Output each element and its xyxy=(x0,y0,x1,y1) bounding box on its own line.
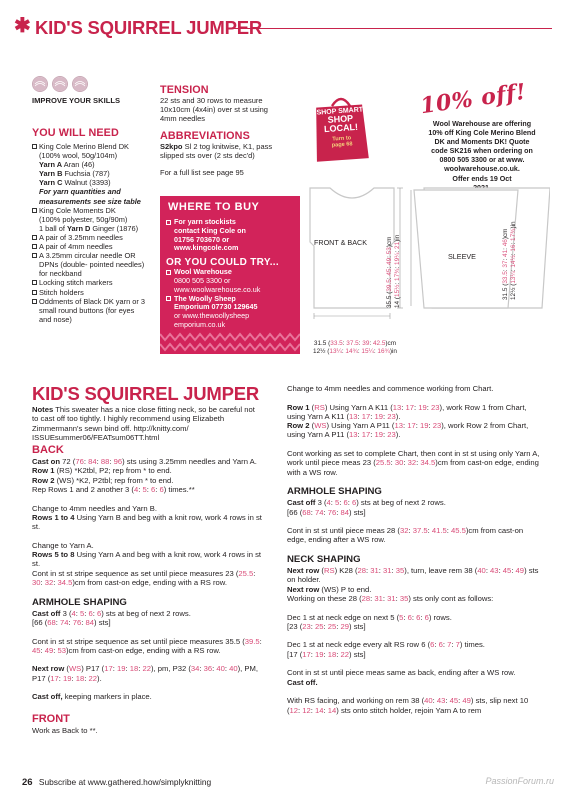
checkbox-icon xyxy=(32,244,37,249)
instruction-line: [66 (68: 74: 76: 84) sts] xyxy=(287,507,366,517)
instruction-line: Cont in st st until piece meas same as back, ending after a WS row. xyxy=(287,668,516,678)
instruction-line: Cast off 3 (4: 5: 6: 6) sts at beg of next 2 rows. xyxy=(287,498,446,508)
checkbox-icon xyxy=(166,220,171,225)
or-you-could-try-heading: OR YOU COULD TRY... xyxy=(166,257,279,269)
tension-line: 4mm needles xyxy=(160,114,206,124)
tension-line: 22 sts and 30 rows to measure xyxy=(160,96,263,105)
abbreviations-heading: ABBREVIATIONS xyxy=(160,129,250,142)
back-heading: BACK xyxy=(32,444,64,457)
sleeve-length-measure: 31.5 (33.5: 37: 41: 46)cm 12½ (13¼: 14½: 16: 17¾)in xyxy=(502,221,517,300)
instruction-line: Cont working as set to complete Chart, then cont in st st using only Yarn A, work until piece meas 23 (25.5: 30: 32: 34.5)cm from cast-on edge, ending with a WS row. xyxy=(287,449,540,477)
pattern-column-left xyxy=(32,384,262,735)
subscribe-link[interactable]: Subscribe at www.gathered.how/simplyknitting xyxy=(38,777,212,787)
where-to-buy-heading: WHERE TO BUY xyxy=(160,196,300,216)
instruction-line: Next row (WS) P17 (17: 19: 18: 22), pm, P32 (34: 36: 40: 40), PM, P17 (17: 19: 18: 22). xyxy=(32,664,259,683)
asterisk-icon: ✱ xyxy=(14,15,31,37)
offer-text: Wool Warehouse are offering 10% off King Cole Merino Blend DK and Moments DK! Quote code SK216 when ordering on 0800 505 3300 or at www. woolwarehouse.co.uk. Offer ends 19 Oct xyxy=(428,120,536,183)
tension-block xyxy=(160,84,300,177)
shop-entry-wool-warehouse: Wool Warehouse 0800 505 3300 or www.woolwarehouse.co.uk xyxy=(166,268,294,294)
page-header xyxy=(0,14,566,40)
skill-level-icon xyxy=(52,76,68,92)
material-item: Yarn A Aran (46) Yarn B Fuchsia (787) Yarn C Walnut (3393) xyxy=(39,160,111,188)
checkbox-icon xyxy=(166,270,171,275)
knit-pattern-decoration xyxy=(160,330,300,354)
instruction-line: Rows 1 to 4 Using Yarn B and beg with a knit row, work 4 rows in st st. xyxy=(32,512,262,532)
watermark: PassionForum.ru xyxy=(485,776,554,786)
instruction-line: Cast off. xyxy=(287,677,318,687)
armhole-shaping-heading: ARMHOLE SHAPING xyxy=(287,486,382,498)
abbreviation-term: S2kpo xyxy=(160,141,183,151)
instruction-line: [17 (17: 19: 18: 22) sts] xyxy=(287,649,366,659)
shop-entry-woolly-sheep: The Woolly Sheep Emporium 07730 129645 or www.thewoollysheep emporium.co.uk xyxy=(166,295,294,330)
front-back-diagram xyxy=(310,188,394,308)
pattern-title: KID'S SQUIRREL JUMPER xyxy=(32,383,260,404)
material-item: A pair of 4mm needles xyxy=(32,242,152,251)
instruction-line: Cast off, keeping markers in place. xyxy=(32,692,152,702)
instruction-line: Dec 1 st at neck edge on next 5 (5: 6: 6: 6) rows. xyxy=(287,612,452,622)
tension-line: 10x10cm (4x4in) over st st using xyxy=(160,105,268,115)
material-item: Stitch holders xyxy=(32,288,152,297)
instruction-line: Rows 5 to 8 Using Yarn A and beg with a knit row, work 4 rows in st st. xyxy=(32,550,262,569)
instruction-line: With RS facing, and working on rem 38 (40: 43: 45: 49) sts, slip next 10 (12: 12: 14: 14) sts onto stitch holder, rejoin Yarn A to rem xyxy=(287,696,529,715)
instruction-line: Row 2 (WS) *K2, P2tbl; rep from * to end. xyxy=(32,475,174,485)
pattern-column-right xyxy=(287,384,542,715)
skills-label: IMPROVE YOUR SKILLS xyxy=(32,96,121,105)
width-measure: 31.5 (33.5: 37.5: 39: 42.5)cm 12½ (13¼: 14¾: 15¼: 16¾)in xyxy=(313,340,397,355)
checkbox-icon xyxy=(32,253,37,258)
instruction-line: Row 1 (RS) *K2tbl, P2; rep from * to end. xyxy=(32,466,172,476)
front-height-measure: 35.5 (39.5: 45: 49: 53)cm 14 (15½: 17¾: 19¼: 21)in xyxy=(386,234,401,308)
checkbox-icon xyxy=(32,235,37,240)
instruction-line: Change to 4mm needles and commence working from Chart. xyxy=(287,384,494,393)
sleeve-label: SLEEVE xyxy=(448,252,476,261)
abbreviation-entry: S2kpo Sl 2 tog knitwise, K1, pass slipped sts over (2 sts dec'd) xyxy=(160,141,273,160)
materials-list xyxy=(32,142,152,324)
page-title: KID'S SQUIRREL JUMPER xyxy=(35,17,263,38)
instruction-line: [66 (68: 74: 76: 84) sts] xyxy=(32,617,111,627)
instruction-line: Rep Rows 1 and 2 another 3 (4: 5: 6: 6) times.** xyxy=(32,485,195,495)
checkbox-icon xyxy=(32,208,37,213)
checkbox-icon xyxy=(32,144,37,149)
front-back-label: FRONT & BACK xyxy=(314,238,367,247)
instruction-line: Change to Yarn A. xyxy=(32,540,94,550)
page-footer xyxy=(22,777,211,788)
material-item: King Cole Moments DK (100% polyester, 50g/90m) 1 ball of Yarn D Ginger (1876) xyxy=(32,206,152,233)
you-will-need-heading: YOU WILL NEED xyxy=(32,127,119,139)
instruction-line: Next row (WS) P to end. xyxy=(287,584,372,594)
instruction-line: Working on these 28 (28: 31: 31: 35) sts only cont as follows: xyxy=(287,593,494,603)
instruction-line: Cast on 72 (76: 84: 88: 96) sts using 3.25mm needles and Yarn A. xyxy=(32,457,257,467)
armhole-shaping-heading: ARMHOLE SHAPING xyxy=(32,596,127,608)
checkbox-icon xyxy=(32,290,37,295)
skill-level-icon xyxy=(72,76,88,92)
material-item: For yarn quantities and measurements see size table xyxy=(39,187,141,206)
instruction-line: Row 1 (RS) Using Yarn A K11 (13: 17: 19: 23), work Row 1 from Chart, using Yarn A K11 (13: 17: 19: 23). xyxy=(287,402,527,421)
instruction-line: Cont in st st stripe sequence as set until piece measures 35.5 (39.5: 45: 49: 53)cm from cast-on edge, ending with a RS row. xyxy=(32,636,262,655)
instruction-line: Cast off 3 (4: 5: 6: 6) sts at beg of next 2 rows. xyxy=(32,608,191,618)
instruction-line: Change to 4mm needles and Yarn B. xyxy=(32,503,158,513)
instruction-line: Work as Back to **. xyxy=(32,725,98,735)
material-item: Oddments of Black DK yarn or 3 small round buttons (for eyes and nose) xyxy=(32,297,152,324)
shop-local-text: SHOP SMART SHOP LOCAL! Turn to page 68 xyxy=(316,106,364,149)
material-item: King Cole Merino Blend DK (100% wool, 50g/104m) xyxy=(32,142,152,160)
instruction-line: Cont in st st until piece meas 28 (32: 37.5: 41.5: 45.5)cm from cast-on edge, ending after a WS row. xyxy=(287,526,524,545)
tension-text xyxy=(160,96,300,124)
instruction-line: [23 (23: 25: 25: 29) sts] xyxy=(287,621,366,631)
stockist-entry: For yarn stockists contact King Cole on 01756 703670 or www.kingcole.com xyxy=(166,218,294,253)
offer-stamp: 10% off! xyxy=(418,78,528,120)
skill-level-icon xyxy=(32,76,48,92)
checkbox-icon xyxy=(166,296,171,301)
notes-paragraph: Notes This sweater has a nice close fitting neck, so be careful not to cast off too tightly. I highly recommend using Elizabeth Zimmermann's sewn bind off. http://knitty.com/ ISSUEsummer06/FEATsum06TT.html xyxy=(32,405,255,442)
shop-local-bag-badge xyxy=(312,96,370,162)
page-number: 26 xyxy=(22,777,33,788)
material-item: A pair of 3.25mm needles xyxy=(32,233,152,242)
tension-heading: TENSION xyxy=(160,84,209,96)
material-item: A 3.25mm circular needle OR DPNs (double- pointed needles) for neckband xyxy=(32,251,152,278)
front-heading: FRONT xyxy=(32,712,70,725)
instruction-line: Next row (RS) K28 (28: 31: 31: 35), turn, leave rem 38 (40: 43: 45: 49) sts on holder. xyxy=(287,566,539,585)
header-rule xyxy=(232,28,552,29)
instruction-line: Row 2 (WS) Using Yarn A P11 (13: 17: 19: 23), work Row 2 from Chart, using Yarn A P11 (13: 17: 19: 23). xyxy=(287,421,529,440)
where-to-buy-box xyxy=(160,196,300,354)
instruction-line: Dec 1 st at neck edge every alt RS row 6 (6: 6: 7: 7) times. xyxy=(287,640,485,650)
full-list-note: For a full list see page 95 xyxy=(160,168,244,178)
checkbox-icon xyxy=(32,299,37,304)
checkbox-icon xyxy=(32,280,37,285)
instruction-line: Cont in st st stripe sequence as set until piece measures 23 (25.5: 30: 32: 34.5)cm from cast-on edge, ending with a RS row. xyxy=(32,568,256,588)
neck-shaping-heading: NECK SHAPING xyxy=(287,554,361,566)
material-item: Locking stitch markers xyxy=(32,278,152,287)
